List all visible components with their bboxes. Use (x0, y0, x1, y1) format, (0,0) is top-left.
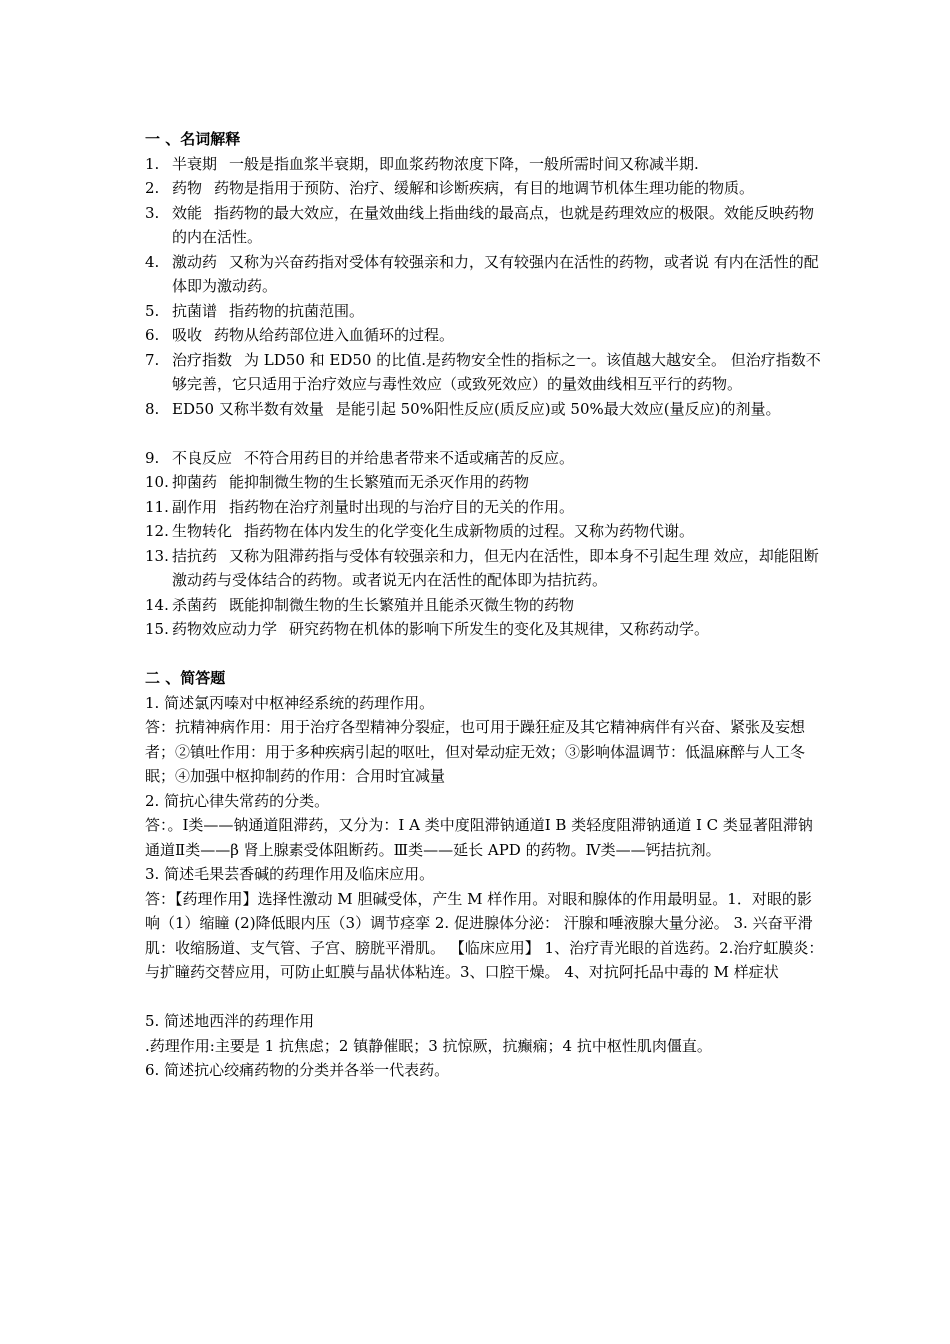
definition: 指药物在体内发生的化学变化生成新物质的过程。又称为药物代谢。 (244, 522, 695, 540)
definition: 一般是指血浆半衰期，即血浆药物浓度下降，一般所需时间又称减半期. (229, 154, 699, 173)
term: 副作用 (172, 497, 218, 516)
list-item: 9. 不良反应 不符合用药目的并给患者带来不适或痛苦的反应。 (145, 448, 575, 467)
question-1: 1. 简述氯丙嗪对中枢神经系统的药理作用。 (145, 693, 435, 712)
definition: 能抑制微生物的生长繁殖而无杀灭作用的药物 (229, 473, 530, 491)
definition: 指药物的最大效应，在量效曲线上指曲线的最高点，也就是药理效应的极限。效能反映药物的内在活性。 (172, 203, 815, 246)
question-5: 5. 简述地西泮的药理作用 (145, 1012, 315, 1030)
definition: 又称为兴奋药指对受体有较强亲和力，又有较强内在活性的药物，或者说 有内在活性的配体即为激动药。 (172, 252, 819, 295)
term: 抑菌药 (172, 473, 218, 491)
list-item: 3. 效能 指药物的最大效应，在量效曲线上指曲线的最高点，也就是药理效应的极限。效能反映药物的内在活性。 (145, 203, 815, 246)
list-item: 10. 抑菌药 能抑制微生物的生长繁殖而无杀灭作用的药物 (145, 473, 530, 491)
list-item: 13. 拮抗药 又称为阻滞药指与受体有较强亲和力，但无内在活性，即本身不引起生理 效应，却能阻断激动药与受体结合的药物。或者说无内在活性的配体即为拮抗药。 (145, 546, 819, 589)
definition: 既能抑制微生物的生长繁殖并且能杀灭微生物的药物 (229, 595, 575, 614)
term: ED50 又称半数有效量 (172, 399, 324, 418)
definition: 药物从给药部位进入血循环的过程。 (214, 326, 455, 344)
section1-heading: 一 、名词解释 (145, 130, 241, 148)
term: 抗菌谱 (172, 301, 218, 320)
definition: 研究药物在机体的影响下所发生的变化及其规律，又称药动学。 (289, 620, 710, 638)
definition-list (145, 152, 825, 642)
term: 杀菌药 (172, 595, 218, 614)
term: 吸收 (172, 326, 203, 344)
answer-3: 答：【药理作用】选择性激动 M 胆碱受体，产生 M 样作用。对眼和腺体的作用最明显。1．对眼的影响（1）缩瞳 (2)降低眼内压（3）调节痉挛 2. 促进腺体分泌： 汗腺和唾液腺大量分泌。 3. 兴奋平滑肌：收缩肠道、支气管、子宫、膀胱平滑肌。 【临床应用】 1、治疗青光眼的首选药。2.治疗虹膜炎：与扩瞳药交替应用，可防止虹膜与晶状体粘连。3、口腔干燥。 4、对抗阿托品中毒的 M 样症状 (145, 889, 824, 981)
definition: 是能引起 50%阳性反应(质反应)或 50%最大效应(量反应)的剂量。 (335, 399, 781, 418)
list-item: 5. 抗菌谱 指药物的抗菌范围。 (145, 301, 365, 320)
term: 生物转化 (172, 522, 233, 540)
list-item: 6. 吸收 药物从给药部位进入血循环的过程。 (145, 326, 455, 344)
answer-5: .药理作用:主要是 1 抗焦虑；2 镇静催眠；3 抗惊厥，抗癫痫；4 抗中枢性肌肉僵直。 (145, 1036, 712, 1055)
definition: 为 LD50 和 ED50 的比值.是药物安全性的指标之一。该值越大越安全。 但治疗指数不够完善，它只适用于治疗效应与毒性效应（或致死效应）的量效曲线相互平行的药物。 (172, 350, 821, 393)
spacer (145, 421, 825, 446)
section2-heading: 二 、简答题 (145, 669, 226, 687)
list-item: 4. 激动药 又称为兴奋药指对受体有较强亲和力，又有较强内在活性的药物，或者说 有内在活性的配体即为激动药。 (145, 252, 819, 295)
list-item: 15. 药物效应动力学 研究药物在机体的影响下所发生的变化及其规律，又称药动学。 (145, 620, 710, 638)
answer-1: 答：抗精神病作用：用于治疗各型精神分裂症，也可用于躁狂症及其它精神病伴有兴奋、紧张及妄想者；②镇吐作用：用于多种疾病引起的呕吐，但对晕动症无效；③影响体温调节：低温麻醉与人工冬眠；④加强中枢抑制药的作用：合用时宜减量 (145, 718, 806, 785)
answer-2: 答：。Ⅰ类——钠通道阻滞药，又分为：Ⅰ A 类中度阻滞钠通道Ⅰ B 类轻度阻滞钠通道 Ⅰ C 类显著阻滞钠通道Ⅱ类——β 肾上腺素受体阻断药。Ⅲ类——延长 APD 的药物。Ⅳ类——钙拮抗剂。 (145, 816, 813, 859)
spacer (145, 642, 825, 667)
list-item: 7. 治疗指数 为 LD50 和 ED50 的比值.是药物安全性的指标之一。该值越大越安全。 但治疗指数不够完善，它只适用于治疗效应与毒性效应（或致死效应）的量效曲线相互平行的药物。 (145, 350, 821, 393)
question-3: 3. 简述毛果芸香碱的药理作用及临床应用。 (145, 865, 435, 883)
list-item: 14. 杀菌药 既能抑制微生物的生长繁殖并且能杀灭微生物的药物 (145, 595, 575, 614)
list-item: 1. 半衰期 一般是指血浆半衰期，即血浆药物浓度下降，一般所需时间又称减半期. (145, 154, 699, 173)
list-item: 2. 药物 药物是指用于预防、治疗、缓解和诊断疾病，有目的地调节机体生理功能的物质。 (145, 179, 755, 197)
term: 不良反应 (172, 448, 233, 467)
term: 效能 (172, 203, 203, 222)
question-2: 2. 简抗心律失常药的分类。 (145, 791, 330, 810)
definition: 又称为阻滞药指与受体有较强亲和力，但无内在活性，即本身不引起生理 效应，却能阻断激动药与受体结合的药物。或者说无内在活性的配体即为拮抗药。 (172, 546, 819, 589)
term: 半衰期 (172, 154, 218, 173)
spacer (145, 985, 825, 1010)
definition: 不符合用药目的并给患者带来不适或痛苦的反应。 (244, 448, 575, 467)
term: 药物效应动力学 (172, 620, 278, 638)
document-page (145, 127, 825, 1083)
definition: 药物是指用于预防、治疗、缓解和诊断疾病，有目的地调节机体生理功能的物质。 (214, 179, 755, 197)
term: 激动药 (172, 252, 218, 271)
question-6: 6. 简述抗心绞痛药物的分类并各举一代表药。 (145, 1061, 450, 1079)
term: 药物 (172, 179, 203, 197)
list-item: 8. ED50 又称半数有效量 是能引起 50%阳性反应(质反应)或 50%最大效应(量反应)的剂量。 (145, 399, 781, 418)
definition: 指药物在治疗剂量时出现的与治疗目的无关的作用。 (229, 497, 575, 516)
list-item: 12. 生物转化 指药物在体内发生的化学变化生成新物质的过程。又称为药物代谢。 (145, 522, 695, 540)
term: 拮抗药 (172, 546, 218, 565)
term: 治疗指数 (172, 350, 233, 369)
definition: 指药物的抗菌范围。 (229, 301, 365, 320)
list-item: 11. 副作用 指药物在治疗剂量时出现的与治疗目的无关的作用。 (145, 497, 575, 516)
